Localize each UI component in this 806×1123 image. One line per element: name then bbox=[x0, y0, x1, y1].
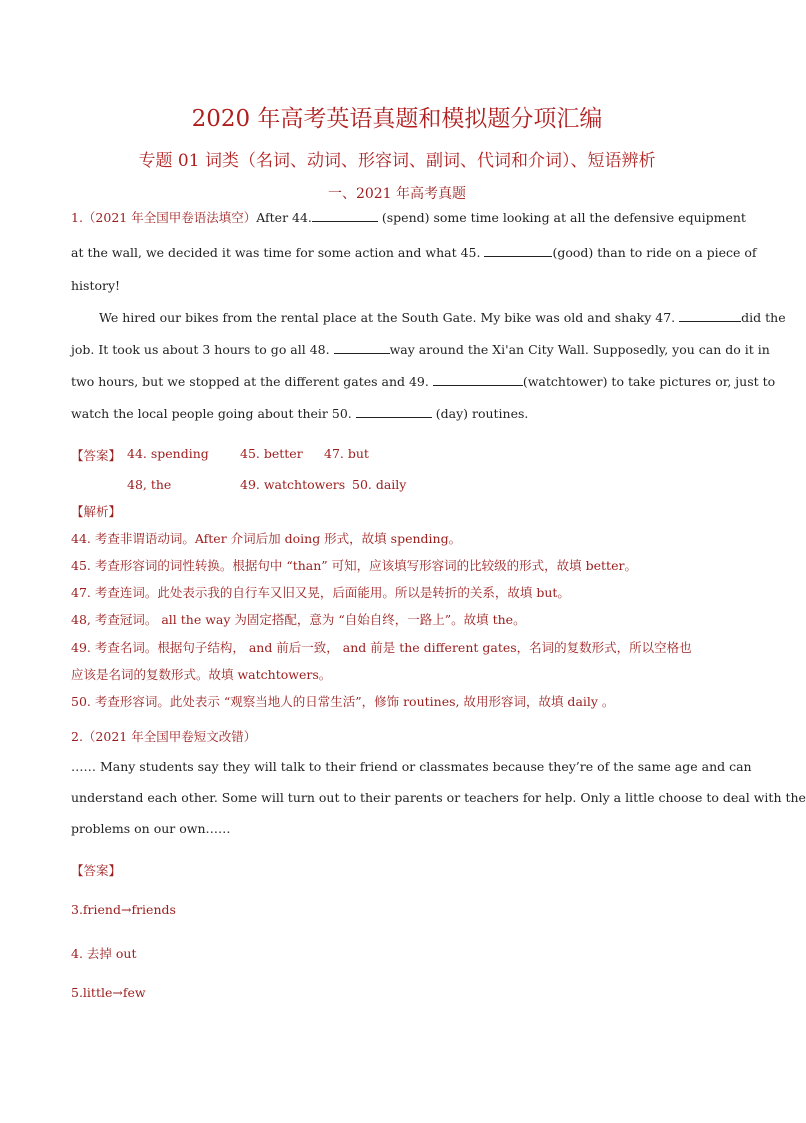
answer-item: 48, the bbox=[127, 477, 172, 492]
q1-text: We hired our bikes from the rental place at the South Gate. My bike was old and shaky 47. bbox=[71, 309, 741, 327]
q1-text: job. It took us about 3 hours to go all 48. bbox=[71, 341, 390, 359]
q2-line-3: problems on our own…… bbox=[71, 821, 231, 836]
section-heading: 一、2021 年高考真题 bbox=[327, 186, 467, 202]
q1-line-5 bbox=[71, 341, 770, 359]
q2-line-1: …… Many students say they will talk to their friend or classmates because they’re of the same age and can bbox=[71, 759, 752, 774]
q1-text: After 44. bbox=[256, 210, 312, 225]
q1-analysis-label: 【解析】 bbox=[71, 504, 122, 519]
q1-line-3: history! bbox=[71, 278, 121, 293]
blank-44 bbox=[312, 209, 378, 222]
q1-line-2 bbox=[71, 244, 757, 262]
blank-48 bbox=[334, 341, 390, 354]
answer-item: 47. but bbox=[324, 446, 369, 461]
answer-item: 49. watchtowers bbox=[240, 477, 346, 492]
q2-label: 2.（2021 年全国甲卷短文改错） bbox=[71, 729, 257, 744]
q2-answer-item: 3.friend→friends bbox=[71, 902, 176, 917]
blank-47 bbox=[679, 309, 741, 322]
q1-answer-label: 【答案】 bbox=[71, 448, 122, 463]
q1-line-7 bbox=[71, 405, 722, 423]
answer-item: 44. spending bbox=[127, 446, 209, 461]
analysis-line: 47. 考查连词。此处表示我的自行车又旧又晃，后面能用。所以是转折的关系，故填 but。 bbox=[71, 585, 570, 600]
q2-answer-item: 4. 去掉 out bbox=[71, 946, 137, 961]
analysis-line: 49. 考查名词。根据句子结构， and 前后一致， and 前是 the different gates，名词的复数形式，所以空格也 bbox=[71, 640, 692, 655]
blank-50 bbox=[356, 405, 432, 418]
analysis-line: 50. 考查形容词。此处表示 “观察当地人的日常生活”，修饰 routines, 故用形容词，故填 daily 。 bbox=[71, 694, 615, 709]
q1-text: (good) than to ride on a piece of bbox=[552, 245, 757, 260]
q1-text: did the bbox=[741, 310, 786, 325]
q1-line-6 bbox=[71, 373, 776, 391]
q1-label: 1.（2021 年全国甲卷语法填空） bbox=[71, 210, 257, 225]
analysis-line: 48, 考查冠词。 all the way 为固定搭配，意为 “自始自终，一路上”。故填 the。 bbox=[71, 612, 526, 627]
analysis-line: 45. 考查形容词的词性转换。根据句中 “than” 可知，应该填写形容词的比较级的形式，故填 better。 bbox=[71, 558, 637, 573]
blank-49 bbox=[433, 373, 523, 386]
q1-text: (day) routines. bbox=[435, 406, 529, 421]
document-title: 2020 年高考英语真题和模拟题分项汇编 bbox=[191, 106, 603, 132]
q1-text: way around the Xi'an City Wall. Supposedly, you can do it in bbox=[389, 342, 770, 357]
topic-subtitle: 专题 01 词类（名词、动词、形容词、副词、代词和介词）、短语辨析 bbox=[138, 151, 656, 171]
q1-text: watch the local people going about their 50. bbox=[71, 406, 352, 421]
q2-line-2: understand each other. Some will turn out to their parents or teachers for help. Only a little choose to deal with the bbox=[71, 790, 806, 805]
answer-item: 50. daily bbox=[352, 477, 407, 492]
q1-text: at the wall, we decided it was time for some action and what 45. bbox=[71, 244, 552, 262]
q1-text: (spend) some time looking at all the defensive equipment bbox=[381, 210, 746, 225]
q1-line-4 bbox=[71, 309, 786, 327]
q1-text: two hours, but we stopped at the different gates and 49. bbox=[71, 373, 523, 391]
q1-text: (watchtower) to take pictures or, just to bbox=[522, 374, 776, 389]
q2-answer-label: 【答案】 bbox=[71, 863, 122, 878]
q1-line-1 bbox=[71, 209, 746, 227]
analysis-line: 应该是名词的复数形式。故填 watchtowers。 bbox=[71, 667, 332, 682]
q2-answer-item: 5.little→few bbox=[71, 985, 146, 1000]
analysis-line: 44. 考查非谓语动词。After 介词后加 doing 形式，故填 spending。 bbox=[71, 531, 462, 546]
blank-45 bbox=[484, 244, 552, 257]
answer-item: 45. better bbox=[240, 446, 303, 461]
